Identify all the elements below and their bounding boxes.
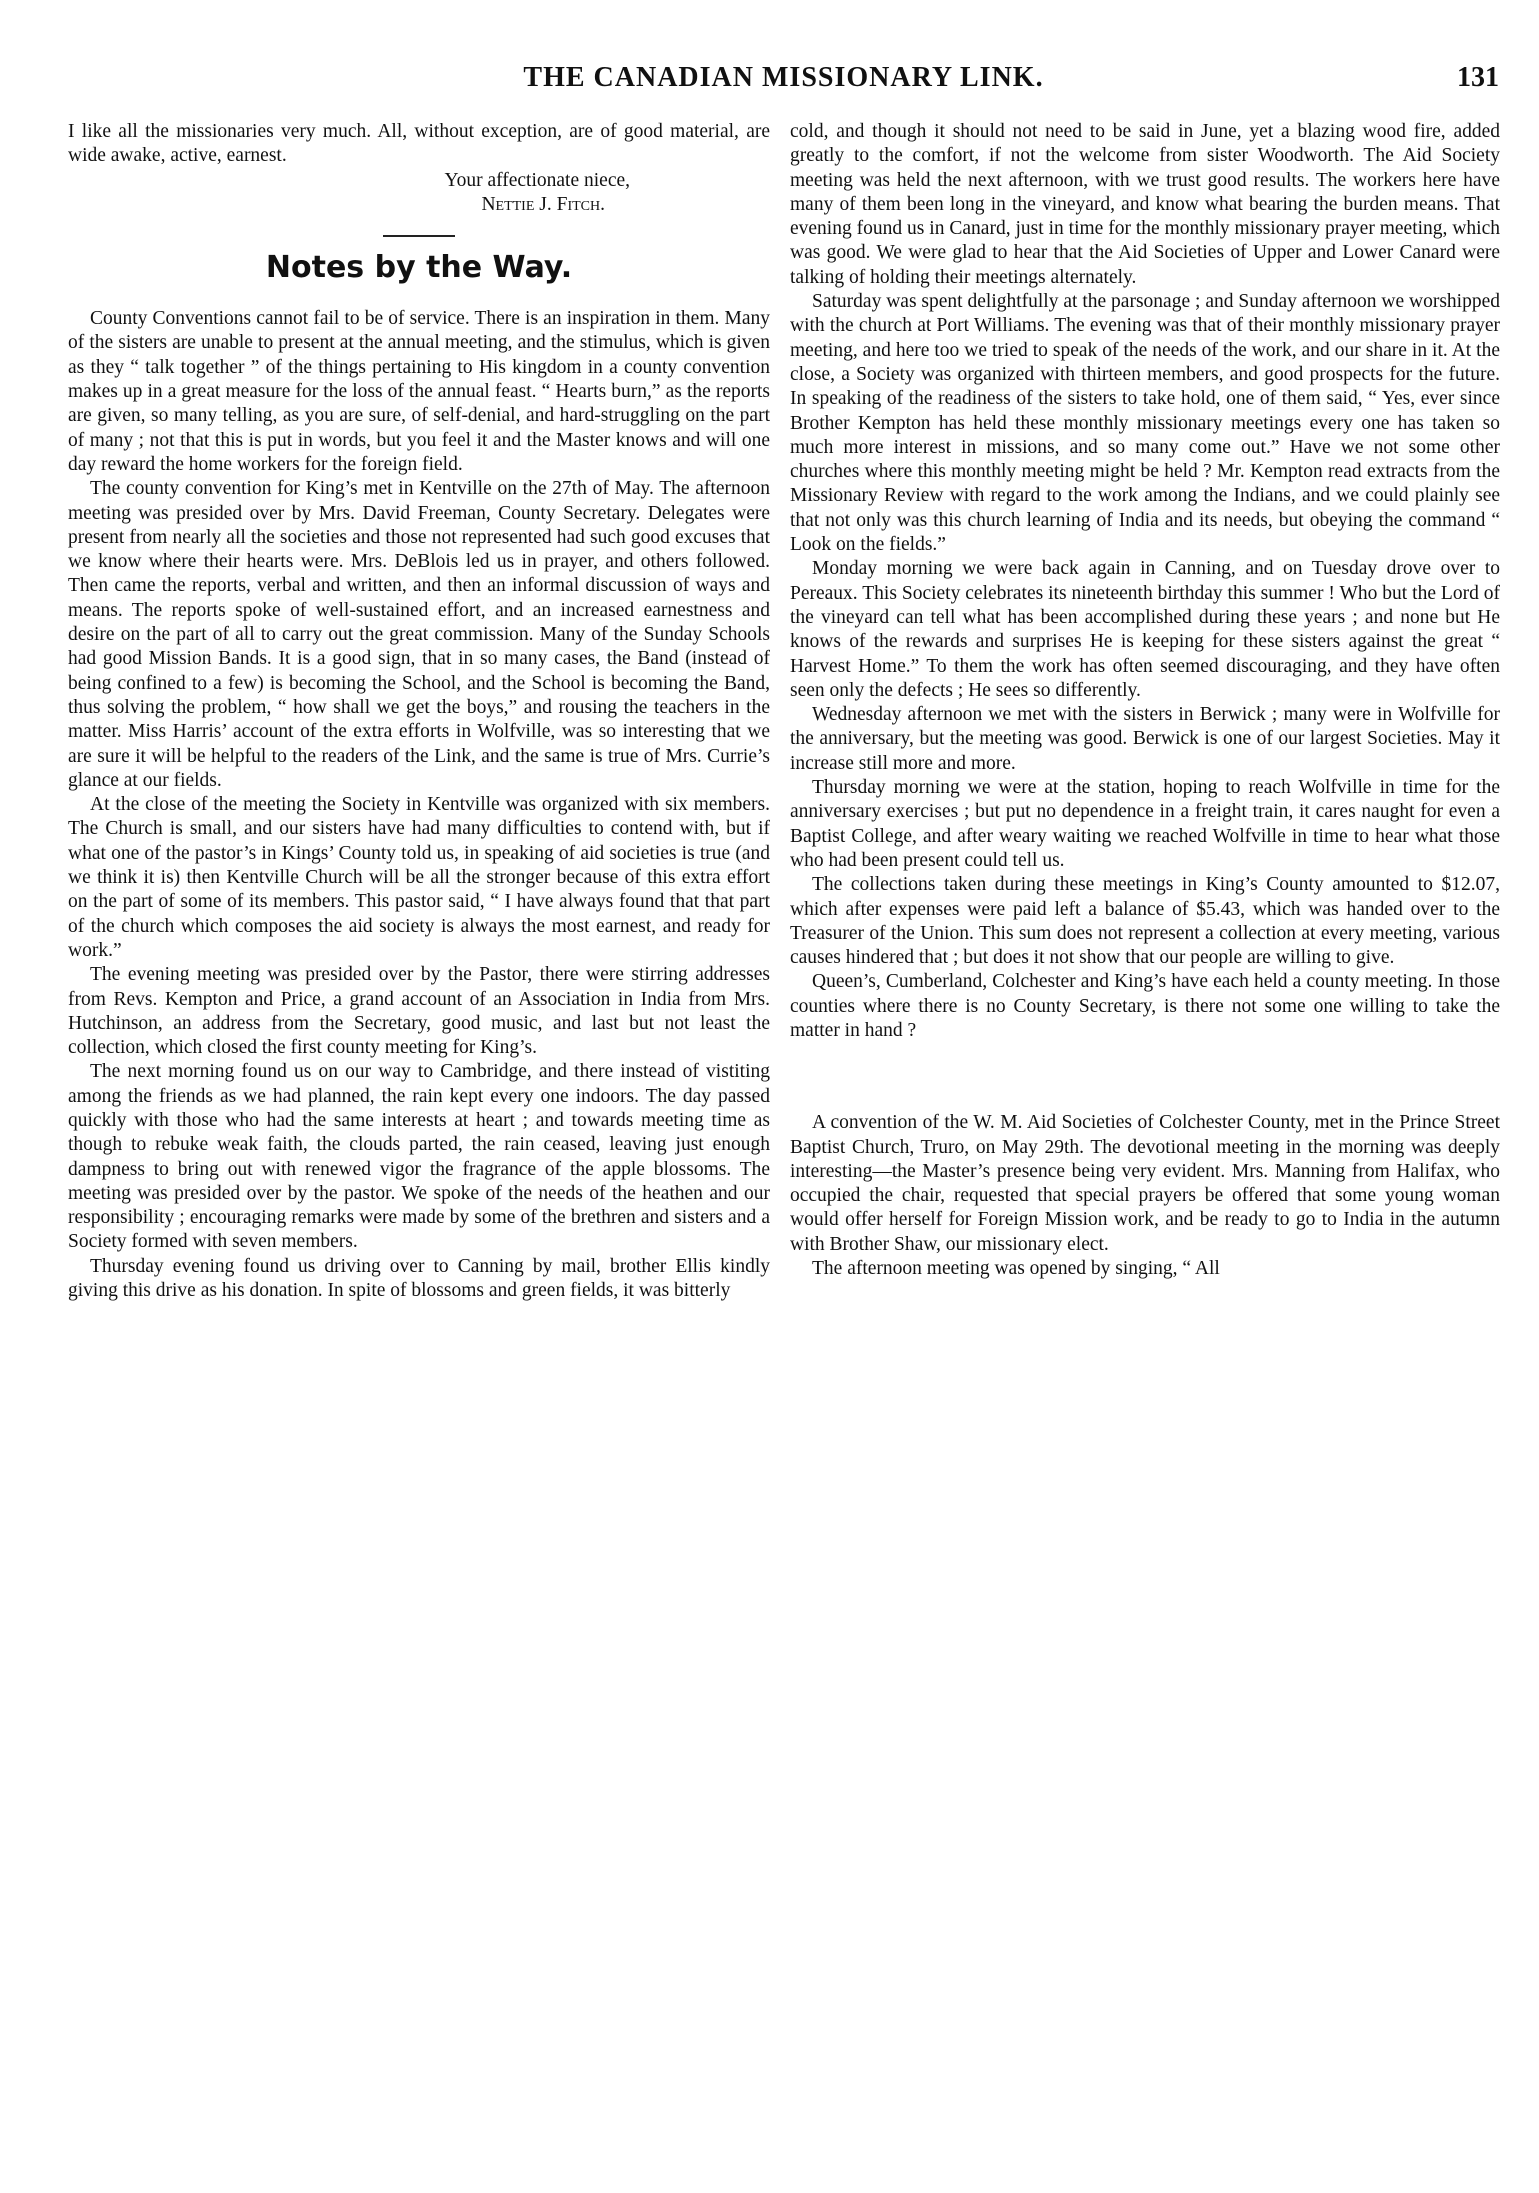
article-paragraph: At the close of the meeting the Society in Kentville was organized with six members. The Church is small, and our sisters have had many difficulties to contend with, but if what one of the pastor’s in Kings’ County told us, in speaking of aid societies is true (and we think it is) then Kentville Church will be all the stronger because of this extra effort on the part of some of its members. This pastor said, “ I have always found that that part of the church which composes the aid society is always the most earnest, and ready for work.” [68,794,770,961]
article-paragraph: The county convention for King’s met in Kentville on the 27th of May. The afternoon meeting was presided over by Mrs. David Freeman, County Secretary. Delegates were present from nearly all the societies and those not represented had such good excuses that we know where their hearts were. Mrs. DeBlois led us in prayer, and others followed. Then came the reports, verbal and written, and then an informal discussion of ways and means. The reports spoke of well-sustained effort, and an increased earnestness and desire on the part of all to carry out the great commission. Many of the Sunday Schools had good Mission Bands. It is a good sign, that in so many cases, the Band (instead of being confined to a few) is becoming the School, and the School is becoming the Band, thus solving the problem, “ how shall we get the boys,” and rousing the teachers in the matter. Miss Harris’ account of the extra efforts in Wolfville, was so interesting that we are sure it will be helpful to the readers of the Link, and the same is true of Mrs. Currie’s glance at our fields. [68,478,770,791]
section-title: Notes by the Way. [265,250,573,286]
article-paragraph: The collections taken during these meetings in King’s County amounted to $12.07, which after expenses were paid left a balance of $5.43, which was handed over to the Treasurer of the Union. This sum does not represent a collection at every meeting, various causes hindered that ; but does it not show that our people are willing to give. [790,874,1500,969]
article-paragraph: Wednesday afternoon we met with the sisters in Berwick ; many were in Wolfville for the anniversary, but the meeting was good. Berwick is one of our largest Societies. May it increase still more and more. [790,704,1500,774]
left-column [68,120,770,2153]
page-number: 131 [1457,62,1499,93]
article-paragraph: Monday morning we were back again in Canning, and on Tuesday drove over to Pereaux. This Society celebrates its nineteenth birthday this summer ! Who but the Lord of the vineyard can tell what has been accomplished during these years ; and none but He knows of the rewards and surprises He is keeping for these sisters against the great “ Harvest Home.” To them the work has often seemed discouraging, and they have often seen only the defects ; He sees so differently. [790,558,1500,701]
article-paragraph: A convention of the W. M. Aid Societies of Colchester County, met in the Prince Street Baptist Church, Truro, on May 29th. The devotional meeting in the morning was deeply interesting—the Master’s presence being very evident. Mrs. Manning from Halifax, who occupied the chair, requested that special prayers be offered that some young woman would offer herself for Foreign Mission work, and be ready to go to India in the autumn with Brother Shaw, our missionary elect. [790,1112,1500,1255]
article-break [790,1043,1500,1111]
article-paragraph: Saturday was spent delightfully at the parsonage ; and Sunday afternoon we worshipped with the church at Port Williams. The evening was that of their monthly missionary prayer meeting, and here too we tried to speak of the needs of the work, and our share in it. At the close, a Society was organized with thirteen members, and good prospects for the future. In speaking of the readiness of the sisters to take hold, one of them said, “ Yes, ever since Brother Kempton has held these monthly missionary meetings every one has taken so much more interest in missions, and so many come out.” Have we not some other churches where this monthly meeting might be held ? Mr. Kempton read extracts from the Missionary Review with regard to the work among the Indians, and we could plainly see that not only was this church learning of India and its needs, but obeying the command “ Look on the fields.” [790,291,1500,556]
running-head [68,62,1499,102]
letter-closing-text: I like all the missionaries very much. All, without exception, are of good material, are wide awake, active, earnest. [68,121,770,167]
article-paragraph: Thursday morning we were at the station, hoping to reach Wolfville in time for the anniversary exercises ; but put no dependence in a freight train, it cares naught for even a Baptist College, and after weary waiting we reached Wolfville in time to hear what those who had been present could tell us. [790,777,1500,871]
letter-signature: Nettie J. Fitch. [481,193,605,215]
article-paragraph: The evening meeting was presided over by the Pastor, there were stirring addresses from Revs. Kempton and Price, a grand account of an Association in India from Mrs. Hutchinson, an address from the Secretary, good music, and last but not least the collection, which closed the first county meeting for King’s. [68,964,770,1059]
article-paragraph: The afternoon meeting was opened by singing, “ All [812,1258,1220,1280]
article-paragraph: County Conventions cannot fail to be of service. There is an inspiration in them. Many of the sisters are unable to present at the annual meeting, and the stimulus, which is given as they “ talk together ” of the things pertaining to His kingdom in a county convention makes up in a great measure for the loss of the annual feast. “ Hearts burn,” as the reports are given, so many telling, as you are sure, of self-denial, and hard-struggling on the part of many ; not that this is put in words, but you feel it and the Master knows and will one day reward the home workers for the foreign field. [68,308,770,475]
letter-valediction: Your affectionate niece, [444,169,630,191]
right-column [790,120,1500,2153]
section-divider [383,235,455,237]
article-paragraph: The next morning found us on our way to Cambridge, and there instead of vistiting among the friends as we had planned, the rain kept every one indoors. The day passed quickly with those who had the same interests at heart ; and towards meeting time as though to rebuke weak faith, the clouds parted, the rain ceased, leaving just enough dampness to bring out with renewed vigor the fragrance of the apple blossoms. The meeting was presided over by the pastor. We spoke of the needs of the heathen and our responsibility ; encouraging remarks were made by some of the brethren and sisters and a Society formed with seven members. [68,1061,770,1253]
article-paragraph: Thursday evening found us driving over to Canning by mail, brother Ellis kindly giving this drive as his donation. In spite of blossoms and green fields, it was bitterly [68,1255,770,1302]
publication-title: THE CANADIAN MISSIONARY LINK. [523,62,1044,93]
article-paragraph: cold, and though it should not need to be said in June, yet a blazing wood fire, added greatly to the comfort, if not the welcome from sister Woodworth. The Aid Society meeting was held the next afternoon, with we trust good results. The workers here have many of them been long in the vineyard, and know what bearing the burden means. That evening found us in Canard, just in time for the monthly missionary prayer meeting, which was good. We were glad to hear that the Aid Societies of Upper and Lower Canard were talking of holding their meetings alternately. [790,121,1500,288]
article-paragraph: Queen’s, Cumberland, Colchester and King’s have each held a county meeting. In those counties where there is no County Secretary, is there not some one willing to take the matter in hand ? [790,971,1500,1041]
